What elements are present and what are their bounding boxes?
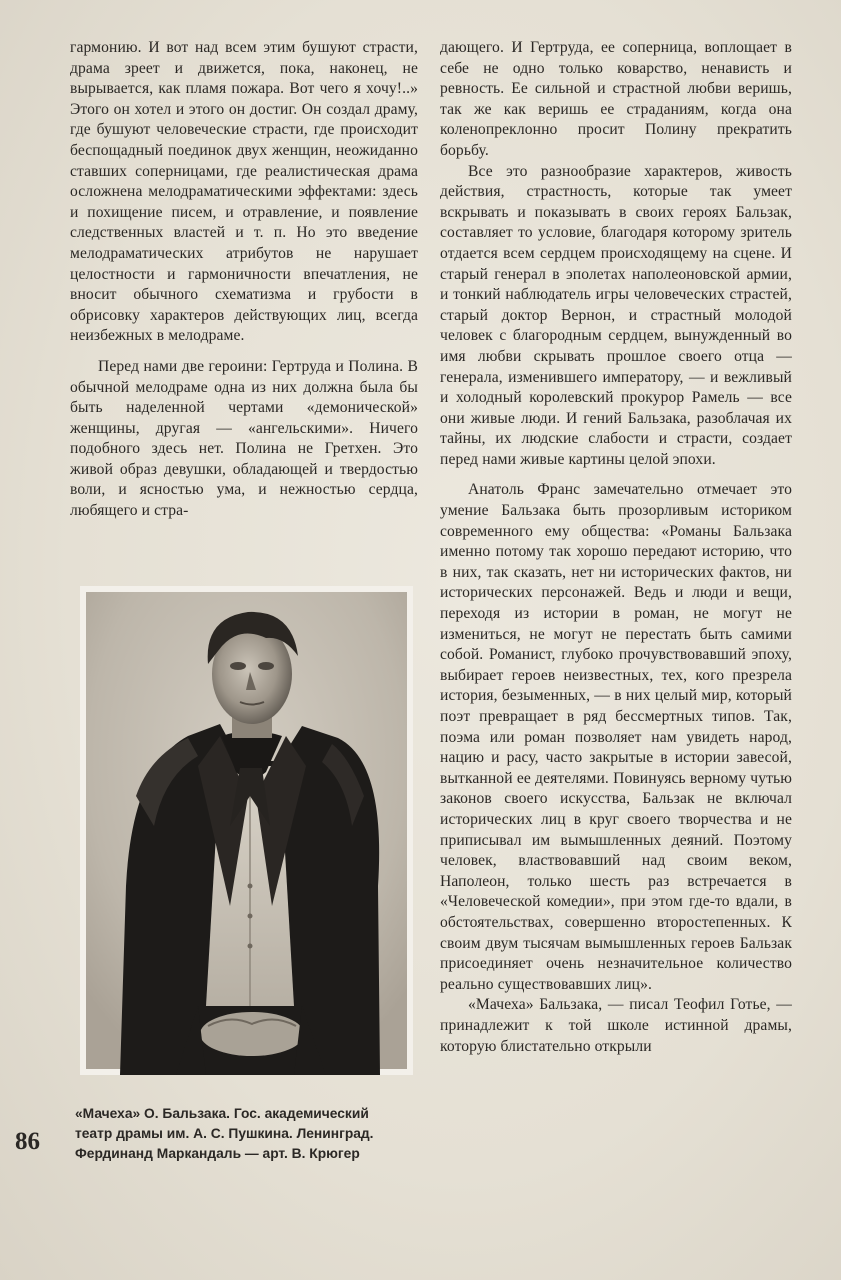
photo-caption (75, 1104, 421, 1164)
paragraph: дающего. И Гертруда, ее соперница, воплощает в себе не одно только коварство, ненависть и ревность. Ее сильной и страстной любви веришь, так же как веришь ее страданиям, когда она коленопреклонно просит Полину прекратить борьбу. (440, 39, 792, 159)
paragraph: Все это разнообразие характеров, живость действия, страстность, которые так умеет вскрывать и показывать в своих героях Бальзак, составляет то условие, благодаря которому зритель отдается всем сердцем происходящему на сцене. И старый генерал в эполетах наполеоновской армии, и тонкий наблюдатель игры человеческих страстей, старый доктор Вернон, и страстный молодой человек с благородным сердцем, вынужденный во имя любви скрывать прошлое своего отца — генерала, изменившего императору, — и вежливый и холодный королевский прокурор Рамель — все они живые люди. И гений Бальзака, разоблачая их тайны, их людские слабости и страсти, создает перед нами живые картины целой эпохи. (440, 162, 792, 468)
caption-line: Фердинанд Маркандаль — арт. В. Крюгер (75, 1146, 360, 1161)
paragraph: «Мачеха» Бальзака, — писал Теофил Готье, — принадлежит к той школе истинной драмы, которую блистательно открыли (440, 996, 792, 1055)
caption-line: театр драмы им. А. С. Пушкина. Ленинград. (75, 1126, 374, 1141)
right-text-column (440, 38, 792, 1057)
paragraph: Перед нами две героини: Гертруда и Полина. В обычной мелодраме одна из них должна была бы быть наделенной чертами «демонической» женщины, другая — «ангельскими». Ничего подобного здесь нет. Полина не Гретхен. Это живой образ девушки, обладающей и твердостью воли, и ясностью ума, и нежностью сердца, любящего и стра- (70, 357, 418, 520)
caption-line: «Мачеха» О. Бальзака. Гос. академический (75, 1106, 369, 1121)
left-text-column (70, 38, 418, 522)
page-number: 86 (15, 1128, 40, 1155)
actor-photograph (80, 586, 413, 1075)
paragraph: гармонию. И вот над всем этим бушуют страсти, драма зреет и движется, пока, наконец, не вырывается, как пламя пожара. Вот чего я хочу!..» Этого он хотел и этого он достиг. Он создал драму, где бушуют человеческие страсти, где происходит беспощадный поединок двух женщин, неожиданно ставших соперницами, где реалистическая драма осложнена мелодраматическими эффектами: здесь и похищение писем, и отравление, и появление следственных властей и т. п. Но это введение мелодраматических атрибутов не нарушает целостности и гармоничности впечатления, не вносит обычного схематизма и грубости в обрисовку характеров действующих лиц, всегда неизбежных в мелодраме. (70, 39, 418, 345)
paragraph: Анатоль Франс замечательно отмечает это умение Бальзака быть прозорливым историком современного ему общества: «Романы Бальзака именно потому так хорошо передают историю, что в них, так сказать, нет ни исторических фактов, ни исторических персонажей. Ведь и люди и вещи, переходя из истории в роман, не могут не измениться, не могут не перестать быть самими собой. Романист, глубоко прочувствовавший эпоху, выбирает героев неизвестных, тех, кого презрела история, безыменных, — в них целый мир, который поэт превращает в ряд бессмертных типов. Так, поэма или роман позволяет нам увидеть народ, нацию и расу, часто закрытые в истории завесой, вытканной ее деятелями. Повинуясь верному чутью законов своего искусства, Бальзак не включал исторических лиц в круг своего творчества и не приписывал им вымышленных деяний. Поэтому человек, властвовавший над своим веком, Наполеон, только шесть раз встречается в «Человеческой комедии», при этом где-то вдали, в обстоятельствах, совершенно второстепенных. К своим двум тысячам вымышленных героев Бальзак присоединяет очень незначительное количество реально существовавших лиц». (440, 481, 792, 993)
actor-portrait-illustration (80, 586, 413, 1075)
